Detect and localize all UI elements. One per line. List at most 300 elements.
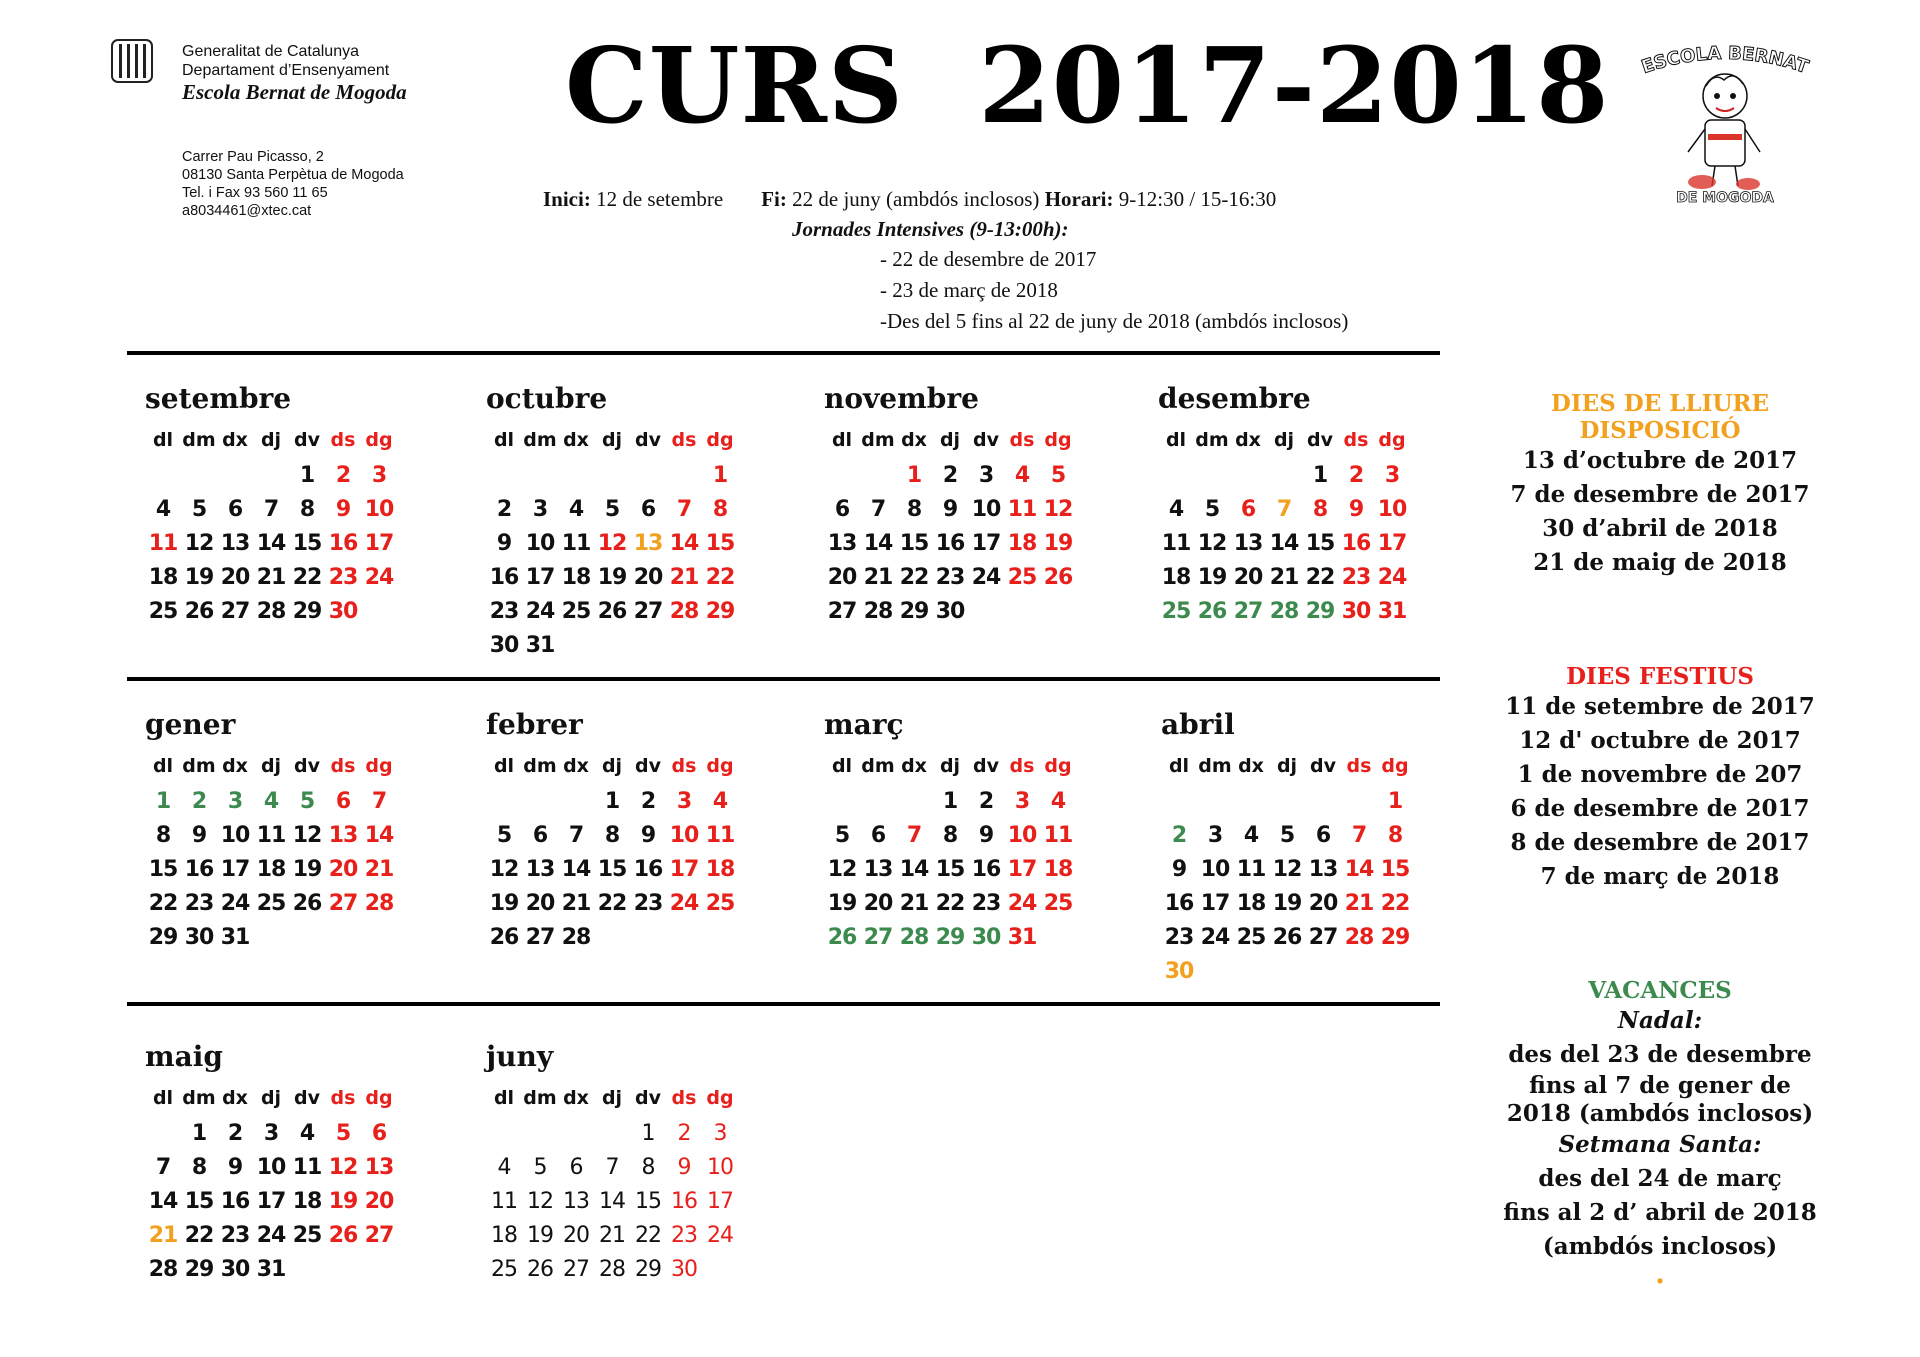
calendar-day: 8	[604, 822, 620, 848]
calendar-day: 8	[1387, 822, 1403, 848]
weekday-label: dg	[706, 755, 734, 777]
calendar-day: 18	[1007, 530, 1037, 556]
weekday-label: dx	[563, 755, 589, 777]
calendar-day: 30	[1164, 958, 1194, 984]
month-gener	[145, 708, 445, 954]
weekday-label: dv	[294, 1087, 320, 1109]
weekday-label: ds	[1009, 755, 1035, 777]
calendar-day: 12	[827, 856, 857, 882]
calendar-day: 2	[978, 788, 994, 814]
calendar-day: 24	[669, 890, 699, 916]
calendar-day: 19	[597, 564, 627, 590]
weekday-label: dx	[222, 1087, 248, 1109]
weekday-label: dg	[365, 755, 393, 777]
organization-block	[182, 42, 407, 104]
calendar-day: 23	[633, 890, 663, 916]
weekday-label: dl	[152, 429, 174, 451]
weekday-header	[486, 1080, 786, 1116]
calendar-day: 9	[335, 496, 351, 522]
calendar-day: 6	[1240, 496, 1256, 522]
calendar-day: 5	[1279, 822, 1295, 848]
calendar-day: 15	[705, 530, 735, 556]
holiday-item: 12 d' octubre de 2017	[1519, 727, 1801, 754]
calendar-week	[1158, 526, 1458, 560]
weekday-label: ds	[1009, 429, 1035, 451]
calendar-day: 9	[677, 1154, 691, 1180]
free-day-item: 30 d’abril de 2018	[1542, 515, 1778, 542]
weekday-label: dv	[973, 755, 999, 777]
calendar-day: 10	[669, 822, 699, 848]
calendar-day: 16	[489, 564, 519, 590]
orange-dot: .	[1655, 1257, 1665, 1290]
calendar-day: 8	[191, 1154, 207, 1180]
calendar-day: 22	[935, 890, 965, 916]
calendar-week	[1161, 920, 1461, 954]
calendar-day: 2	[1171, 822, 1187, 848]
calendar-day: 29	[705, 598, 735, 624]
calendar-day: 14	[256, 530, 286, 556]
end-label: Fi:	[761, 187, 787, 211]
calendar-day: 24	[256, 1222, 286, 1248]
weekday-label: dl	[493, 429, 515, 451]
calendar-week	[486, 1252, 786, 1286]
calendar-week	[824, 526, 1124, 560]
weekday-header	[145, 1080, 445, 1116]
calendar-day: 17	[364, 530, 394, 556]
calendar-day: 16	[328, 530, 358, 556]
calendar-day: 13	[633, 530, 663, 556]
calendar-day: 26	[597, 598, 627, 624]
calendar-day: 4	[299, 1120, 315, 1146]
calendar-day: 5	[834, 822, 850, 848]
calendar-day: 22	[635, 1222, 661, 1248]
weekday-header	[145, 748, 445, 784]
calendar-day: 31	[1377, 598, 1407, 624]
weekday-label: dg	[1378, 429, 1406, 451]
calendar-day: 3	[713, 1120, 727, 1146]
calendar-day: 19	[1043, 530, 1073, 556]
weekday-label: dm	[182, 429, 216, 451]
calendar-day: 12	[1197, 530, 1227, 556]
svg-text:ESCOLA BERNAT	[1639, 43, 1812, 78]
calendar-week	[1161, 886, 1461, 920]
calendar-day: 8	[155, 822, 171, 848]
start-value: 12 de setembre	[590, 187, 724, 211]
calendar-day: 3	[227, 788, 243, 814]
calendar-day: 20	[827, 564, 857, 590]
calendar-day: 27	[220, 598, 250, 624]
address-city: 08130 Santa Perpètua de Mogoda	[182, 167, 404, 183]
weekday-header	[824, 748, 1124, 784]
calendar-day: 17	[1007, 856, 1037, 882]
calendar-day: 26	[527, 1256, 553, 1282]
calendar-day: 13	[1233, 530, 1263, 556]
divider	[127, 351, 1440, 355]
weekday-label: dj	[260, 429, 282, 451]
month-name: desembre	[1158, 382, 1311, 415]
weekday-header	[1158, 422, 1458, 458]
calendar-day: 4	[1014, 462, 1030, 488]
calendar-day: 25	[561, 598, 591, 624]
weekday-header	[486, 422, 786, 458]
calendar-week	[1161, 852, 1461, 886]
calendar-day: 9	[1348, 496, 1364, 522]
calendar-week	[824, 852, 1124, 886]
calendar-day: 6	[870, 822, 886, 848]
weekday-label: dl	[152, 1087, 174, 1109]
calendar-day: 14	[899, 856, 929, 882]
divider	[127, 1002, 1440, 1006]
calendar-day: 24	[707, 1222, 733, 1248]
weekday-label: dm	[182, 755, 216, 777]
calendar-week	[1158, 458, 1458, 492]
weekday-label: dx	[1238, 755, 1264, 777]
calendar-week	[824, 784, 1124, 818]
calendar-day: 17	[669, 856, 699, 882]
calendar-day: 20	[563, 1222, 589, 1248]
calendar-week	[145, 784, 445, 818]
calendar-day: 24	[525, 598, 555, 624]
school-mascot-logo	[1630, 34, 1820, 210]
calendar-day: 8	[712, 496, 728, 522]
weekday-label: ds	[330, 755, 356, 777]
christmas-label: Nadal:	[1617, 1007, 1703, 1034]
weekday-label: dg	[1381, 755, 1409, 777]
calendar-day: 25	[292, 1222, 322, 1248]
calendar-day: 11	[1043, 822, 1073, 848]
month-name: febrer	[486, 708, 583, 741]
calendar-week	[145, 594, 445, 628]
calendar-day: 3	[263, 1120, 279, 1146]
intensive-title: Jornades Intensives (9-13:00h):	[792, 217, 1069, 241]
weekday-label: dl	[831, 429, 853, 451]
calendar-day: 19	[827, 890, 857, 916]
calendar-grid	[486, 1080, 786, 1286]
calendar-day: 11	[491, 1188, 517, 1214]
weekday-label: dm	[1198, 755, 1232, 777]
calendar-day: 1	[1312, 462, 1328, 488]
calendar-day: 25	[1007, 564, 1037, 590]
calendar-day: 16	[935, 530, 965, 556]
calendar-day: 19	[489, 890, 519, 916]
calendar-week	[824, 594, 1124, 628]
free-days-title-line: DIES DE LLIURE	[1550, 390, 1770, 417]
free-days-panel	[1490, 390, 1830, 580]
calendar-day: 16	[1164, 890, 1194, 916]
calendar-day: 1	[604, 788, 620, 814]
calendar-day: 5	[1204, 496, 1220, 522]
calendar-week	[486, 1116, 786, 1150]
christmas-line: fins al 7 de gener de	[1529, 1072, 1791, 1099]
weekday-label: dj	[1276, 755, 1298, 777]
calendar-day: 22	[597, 890, 627, 916]
month-setembre	[145, 382, 445, 628]
calendar-day: 31	[525, 632, 555, 658]
calendar-week	[486, 818, 786, 852]
calendar-day: 11	[256, 822, 286, 848]
calendar-day: 28	[669, 598, 699, 624]
intensive-list	[880, 246, 1348, 339]
calendar-day: 12	[1043, 496, 1073, 522]
calendar-day: 26	[328, 1222, 358, 1248]
weekday-header	[145, 422, 445, 458]
calendar-week	[486, 492, 786, 526]
calendar-day: 1	[942, 788, 958, 814]
calendar-day: 23	[328, 564, 358, 590]
calendar-day: 1	[712, 462, 728, 488]
weekday-label: dx	[563, 429, 589, 451]
calendar-day: 9	[640, 822, 656, 848]
calendar-day: 7	[1276, 496, 1292, 522]
calendar-day: 11	[148, 530, 178, 556]
weekday-label: ds	[671, 429, 697, 451]
calendar-day: 3	[676, 788, 692, 814]
calendar-day: 18	[1161, 564, 1191, 590]
calendar-day: 25	[1236, 924, 1266, 950]
calendar-day: 10	[364, 496, 394, 522]
calendar-day: 25	[705, 890, 735, 916]
calendar-week	[486, 1184, 786, 1218]
calendar-day: 9	[191, 822, 207, 848]
calendar-week	[1158, 560, 1458, 594]
calendar-week	[486, 594, 786, 628]
calendar-day: 1	[191, 1120, 207, 1146]
calendar-day: 27	[1233, 598, 1263, 624]
calendar-day: 28	[561, 924, 591, 950]
address-email: a8034461@xtec.cat	[182, 203, 312, 219]
calendar-day: 4	[1243, 822, 1259, 848]
weekday-label: dl	[1165, 429, 1187, 451]
calendar-day: 30	[328, 598, 358, 624]
month-name: gener	[145, 708, 236, 741]
easter-label-text: Setmana Santa	[1558, 1131, 1753, 1158]
calendar-day: 30	[671, 1256, 697, 1282]
calendar-day: 31	[220, 924, 250, 950]
calendar-day: 29	[1380, 924, 1410, 950]
calendar-day: 24	[971, 564, 1001, 590]
calendar-week	[145, 1252, 445, 1286]
calendar-day: 13	[1308, 856, 1338, 882]
calendar-week	[1161, 954, 1461, 988]
calendar-grid	[1161, 748, 1461, 988]
calendar-day: 4	[497, 1154, 511, 1180]
hours-label: Horari:	[1044, 187, 1114, 211]
weekday-label: dv	[973, 429, 999, 451]
month-name: abril	[1161, 708, 1235, 741]
calendar-day: 14	[1269, 530, 1299, 556]
calendar-day: 23	[671, 1222, 697, 1248]
school-name: Escola Bernat de Mogoda	[182, 80, 407, 104]
calendar-day: 28	[256, 598, 286, 624]
calendar-day: 17	[220, 856, 250, 882]
calendar-day: 22	[292, 564, 322, 590]
calendar-day: 14	[364, 822, 394, 848]
calendar-day: 14	[863, 530, 893, 556]
intensive-item: - 23 de març de 2018	[880, 278, 1058, 302]
calendar-day: 12	[184, 530, 214, 556]
calendar-week	[486, 1218, 786, 1252]
holiday-item: 11 de setembre de 2017	[1505, 693, 1815, 720]
hours-value: 9-12:30 / 15-16:30	[1113, 187, 1277, 211]
calendar-day: 3	[532, 496, 548, 522]
calendar-day: 28	[148, 1256, 178, 1282]
calendar-day: 22	[1305, 564, 1335, 590]
weekday-label: ds	[330, 1087, 356, 1109]
month-maig	[145, 1040, 445, 1286]
calendar-day: 28	[364, 890, 394, 916]
weekday-label: dl	[1168, 755, 1190, 777]
weekday-label: dx	[563, 1087, 589, 1109]
calendar-day: 6	[569, 1154, 583, 1180]
calendar-day: 7	[870, 496, 886, 522]
calendar-day: 13	[364, 1154, 394, 1180]
calendar-day: 2	[227, 1120, 243, 1146]
calendar-day: 8	[299, 496, 315, 522]
calendar-day: 14	[669, 530, 699, 556]
calendar-day: 23	[935, 564, 965, 590]
org-name: Generalitat de Catalunya	[182, 43, 359, 60]
calendar-week	[145, 920, 445, 954]
calendar-day: 3	[1207, 822, 1223, 848]
weekday-label: dm	[1195, 429, 1229, 451]
weekday-label: ds	[330, 429, 356, 451]
calendar-week	[1158, 492, 1458, 526]
weekday-label: dl	[493, 755, 515, 777]
calendar-day: 14	[561, 856, 591, 882]
calendar-day: 15	[1305, 530, 1335, 556]
weekday-label: dl	[831, 755, 853, 777]
weekday-label: dj	[939, 755, 961, 777]
calendar-day: 30	[184, 924, 214, 950]
calendar-day: 21	[1344, 890, 1374, 916]
calendar-week	[1158, 594, 1458, 628]
calendar-day: 4	[568, 496, 584, 522]
calendar-day: 14	[148, 1188, 178, 1214]
calendar-day: 29	[899, 598, 929, 624]
holidays-title: DIES FESTIUS	[1566, 663, 1754, 690]
calendar-day: 16	[184, 856, 214, 882]
calendar-day: 24	[1200, 924, 1230, 950]
calendar-day: 23	[489, 598, 519, 624]
calendar-week	[145, 886, 445, 920]
calendar-day: 26	[1272, 924, 1302, 950]
calendar-day: 27	[633, 598, 663, 624]
calendar-day: 18	[148, 564, 178, 590]
free-days-title	[1490, 390, 1830, 444]
calendar-grid	[824, 422, 1124, 628]
weekday-label: dj	[260, 755, 282, 777]
month-name: març	[824, 708, 904, 741]
easter-line: fins al 2 d’ abril de 2018	[1503, 1199, 1817, 1226]
calendar-day: 17	[1377, 530, 1407, 556]
month-name: setembre	[145, 382, 292, 415]
calendar-day: 18	[1236, 890, 1266, 916]
calendar-day: 13	[220, 530, 250, 556]
weekday-label: dl	[493, 1087, 515, 1109]
calendar-day: 3	[1014, 788, 1030, 814]
holiday-item: 8 de desembre de 2017	[1510, 829, 1810, 856]
weekday-label: dj	[601, 429, 623, 451]
free-days-title-line: DISPOSICIÓ	[1579, 417, 1741, 444]
calendar-day: 10	[971, 496, 1001, 522]
page-title: CURS 2017-2018	[565, 24, 1610, 147]
calendar-day: 12	[597, 530, 627, 556]
calendar-day: 7	[568, 822, 584, 848]
weekday-label: dm	[182, 1087, 216, 1109]
calendar-day: 29	[292, 598, 322, 624]
calendar-day: 2	[1348, 462, 1364, 488]
calendar-day: 29	[935, 924, 965, 950]
weekday-label: dj	[601, 755, 623, 777]
calendar-day: 2	[677, 1120, 691, 1146]
calendar-week	[486, 458, 786, 492]
calendar-day: 11	[1236, 856, 1266, 882]
calendar-day: 15	[148, 856, 178, 882]
calendar-day: 20	[525, 890, 555, 916]
calendar-day: 1	[299, 462, 315, 488]
calendar-day: 21	[669, 564, 699, 590]
weekday-label: dg	[1044, 755, 1072, 777]
calendar-day: 5	[533, 1154, 547, 1180]
weekday-label: ds	[1346, 755, 1372, 777]
calendar-day: 21	[599, 1222, 625, 1248]
weekday-header	[1161, 748, 1461, 784]
calendar-day: 7	[605, 1154, 619, 1180]
weekday-label: dj	[601, 1087, 623, 1109]
calendar-day: 20	[863, 890, 893, 916]
calendar-week	[486, 920, 786, 954]
calendar-day: 11	[1161, 530, 1191, 556]
calendar-day: 15	[899, 530, 929, 556]
calendar-day: 5	[1050, 462, 1066, 488]
calendar-grid	[486, 748, 786, 954]
weekday-label: ds	[1343, 429, 1369, 451]
calendar-day: 30	[1341, 598, 1371, 624]
calendar-day: 7	[155, 1154, 171, 1180]
calendar-day: 14	[1344, 856, 1374, 882]
christmas-line: 2018 (ambdós inclosos)	[1506, 1100, 1814, 1127]
calendar-day: 29	[148, 924, 178, 950]
weekday-label: dv	[1310, 755, 1336, 777]
calendar-day: 22	[899, 564, 929, 590]
calendar-day: 15	[597, 856, 627, 882]
calendar-day: 2	[942, 462, 958, 488]
easter-line: des del 24 de març	[1538, 1165, 1782, 1192]
calendar-day: 5	[191, 496, 207, 522]
calendar-day: 11	[292, 1154, 322, 1180]
weekday-label: dl	[152, 755, 174, 777]
calendar-day: 24	[364, 564, 394, 590]
calendar-day: 24	[1377, 564, 1407, 590]
calendar-day: 8	[942, 822, 958, 848]
calendar-day: 4	[1168, 496, 1184, 522]
calendar-day: 2	[640, 788, 656, 814]
calendar-day: 10	[525, 530, 555, 556]
month-name: maig	[145, 1040, 223, 1073]
calendar-day: 13	[525, 856, 555, 882]
calendar-week	[1161, 818, 1461, 852]
calendar-day: 27	[328, 890, 358, 916]
calendar-week	[486, 1150, 786, 1184]
weekday-label: dg	[706, 429, 734, 451]
calendar-day: 30	[489, 632, 519, 658]
calendar-day: 30	[935, 598, 965, 624]
calendar-week	[145, 1116, 445, 1150]
calendar-week	[824, 818, 1124, 852]
vacations-title: VACANCES	[1588, 977, 1732, 1004]
weekday-label: ds	[671, 755, 697, 777]
calendar-day: 5	[299, 788, 315, 814]
